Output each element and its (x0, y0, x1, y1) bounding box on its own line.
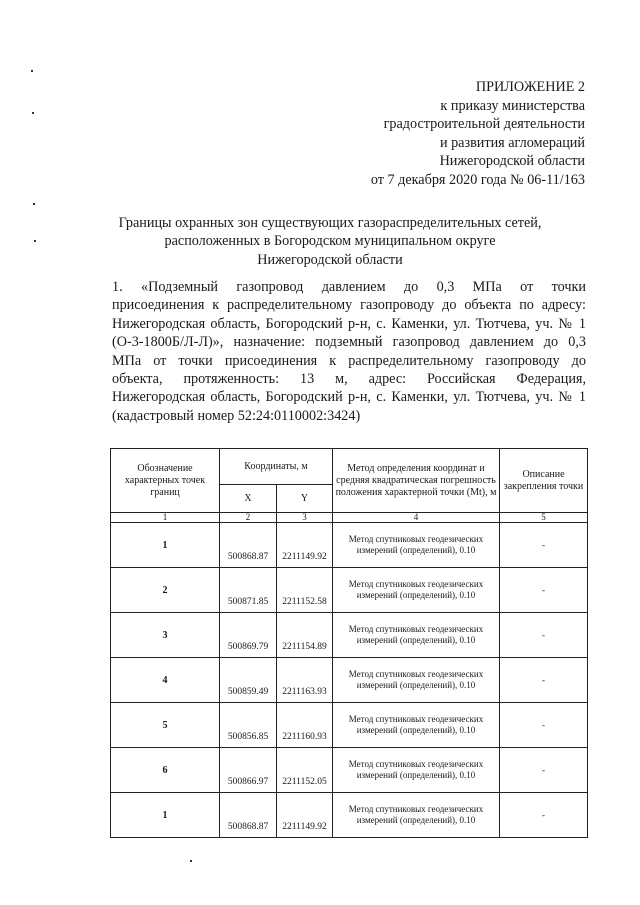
appendix-line: Нижегородской области (439, 153, 585, 170)
table-row (111, 793, 588, 838)
point-label: 1 (111, 523, 220, 568)
x-coordinate: 500859.49 (220, 658, 277, 703)
y-coordinate: 2211149.92 (277, 523, 333, 568)
method-cell: Метод спутниковых геодезических измерений (определений), 0.10 (333, 793, 500, 838)
y-coordinate: 2211149.92 (277, 793, 333, 838)
point-label: 5 (111, 703, 220, 748)
header-x: X (220, 485, 277, 513)
paragraph-line: Нижегородская область, Богородский р-н, с. Каменки, ул. Тютчева, уч. № 1 (112, 315, 586, 332)
y-coordinate: 2211163.93 (277, 658, 333, 703)
scan-mark (33, 203, 35, 205)
description-cell: - (500, 748, 588, 793)
method-cell: Метод спутниковых геодезических измерений (определений), 0.10 (333, 658, 500, 703)
x-coordinate: 500869.79 (220, 613, 277, 658)
scan-mark (190, 860, 192, 862)
method-cell: Метод спутниковых геодезических измерений (определений), 0.10 (333, 748, 500, 793)
point-label: 2 (111, 568, 220, 613)
column-number: 1 (111, 513, 220, 523)
header-y: Y (277, 485, 333, 513)
description-cell: - (500, 793, 588, 838)
column-number: 5 (500, 513, 588, 523)
paragraph-line: МПа от точки присоединения к распределительному газопроводу до (112, 352, 586, 369)
description-cell: - (500, 568, 588, 613)
header-coordinates: Координаты, м (220, 449, 333, 485)
method-cell: Метод спутниковых геодезических измерений (определений), 0.10 (333, 568, 500, 613)
appendix-line: и развития агломераций (439, 134, 585, 151)
point-label: 4 (111, 658, 220, 703)
table-row (111, 748, 588, 793)
x-coordinate: 500868.87 (220, 793, 277, 838)
title-line: Нижегородской области (257, 251, 403, 268)
header-description: Описание закрепления точки (500, 449, 588, 513)
y-coordinate: 2211160.93 (277, 703, 333, 748)
title-line: Границы охранных зон существующих газораспределительных сетей, (118, 215, 542, 231)
appendix-line: градостроительной деятельности (383, 116, 585, 133)
point-label: 3 (111, 613, 220, 658)
scan-mark (34, 240, 36, 242)
object-description (112, 278, 586, 425)
paragraph-line: 1. «Подземный газопровод давлением до 0,3 МПа от точки (112, 279, 586, 295)
paragraph-line: присоединения к распределительному газопроводу до объекта по адресу: (112, 297, 586, 314)
document-title (105, 214, 555, 269)
method-cell: Метод спутниковых геодезических измерений (определений), 0.10 (333, 523, 500, 568)
table-row (111, 523, 588, 568)
column-number: 4 (333, 513, 500, 523)
title-line: расположенных в Богородском муниципальном округе (164, 233, 496, 250)
method-cell: Метод спутниковых геодезических измерений (определений), 0.10 (333, 613, 500, 658)
point-label: 6 (111, 748, 220, 793)
coordinates-table (110, 448, 588, 838)
scan-mark (31, 70, 33, 72)
x-coordinate: 500856.85 (220, 703, 277, 748)
paragraph-line: объекта, протяженность: 13 м, адрес: Российская Федерация, (112, 371, 586, 388)
description-cell: - (500, 703, 588, 748)
paragraph-line: Нижегородская область, Богородский р-н, с. Каменки, ул. Тютчева, уч. № 1 (112, 389, 586, 406)
description-cell: - (500, 523, 588, 568)
y-coordinate: 2211154.89 (277, 613, 333, 658)
table-row (111, 703, 588, 748)
paragraph-line: (О-3-1800Б/Л-Л)», назначение: подземный газопровод давлением до 0,3 (112, 334, 586, 351)
column-number: 3 (277, 513, 333, 523)
x-coordinate: 500871.85 (220, 568, 277, 613)
appendix-header (371, 78, 585, 190)
appendix-line: от 7 декабря 2020 года № 06-11/163 (370, 171, 585, 188)
description-cell: - (500, 613, 588, 658)
table-row (111, 658, 588, 703)
y-coordinate: 2211152.05 (277, 748, 333, 793)
scan-mark (32, 112, 34, 114)
appendix-line: к приказу министерства (440, 97, 585, 114)
paragraph-line: (кадастровый номер 52:24:0110002:3424) (112, 407, 361, 424)
column-number: 2 (220, 513, 277, 523)
description-cell: - (500, 658, 588, 703)
method-cell: Метод спутниковых геодезических измерений (определений), 0.10 (333, 703, 500, 748)
x-coordinate: 500866.97 (220, 748, 277, 793)
header-method: Метод определения координат и средняя квадратическая погрешность положения характерной точки (Mt), м (333, 449, 500, 513)
table-row (111, 613, 588, 658)
appendix-line: ПРИЛОЖЕНИЕ 2 (475, 79, 585, 95)
header-point-designation: Обозначение характерных точек границ (111, 449, 220, 513)
x-coordinate: 500868.87 (220, 523, 277, 568)
y-coordinate: 2211152.58 (277, 568, 333, 613)
point-label: 1 (111, 793, 220, 838)
table-row (111, 568, 588, 613)
